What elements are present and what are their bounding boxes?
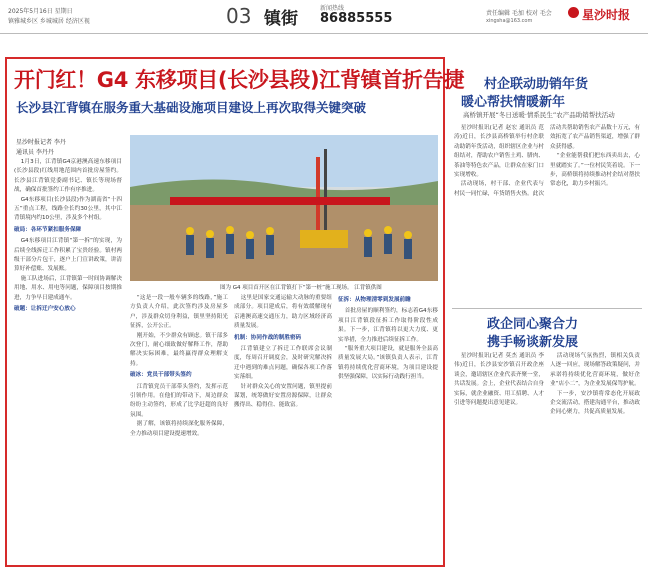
paragraph: 针对群众关心的安置问题，镇里提前谋划，统筹做好安置房源保障，让群众搬得出、稳得住、能致富。 [234, 383, 332, 409]
article2-subtitle: 高桥镇开展“冬日送暖·情系民生”农产品助销帮扶活动 [463, 111, 615, 119]
newspaper-logo: 星沙时报 [582, 8, 631, 22]
lead-headline: 开门红！G4 东移项目(长沙县段)江背镇首折告捷 [14, 68, 465, 92]
lead-column-1 [14, 158, 122, 564]
section-heading: 破局：各环节紧扣服务保障 [14, 226, 82, 233]
page-number: 03 [226, 4, 252, 28]
paragraph: 活动现场，村干部、企业代表与村民一同忙碌，年货销售火热。此次活动共帮助销售农产品数十万元，有效拓宽了农产品销售渠道，增强了群众获得感。 [454, 125, 640, 197]
lead-byline-2: 通讯员 李丹丹 [16, 149, 54, 156]
paragraph: G4东移项目(长沙县段)作为湖南省“十四五”重点工程，线路全长约30公里，其中江背镇境内约10公里，涉及多个村组。 [14, 196, 122, 222]
paragraph: G4东移项目江背镇“第一拆”的实现，为后续全线拆迁工作积累了宝贵经验。镇村两级干部分片包干，逐户上门宣讲政策，讲清算好补偿账、发展账。 [14, 238, 122, 273]
paragraph: “服务重大项目建设，就是服务全县高质量发展大局。”该镇负责人表示，江背镇将持续优化营商环境，为项目建设提供坚强保障，以实际行动践行担当。 [338, 346, 438, 381]
construction-scene-icon [130, 135, 438, 281]
article2-title-line1: 村企联动助销年货 [484, 77, 589, 92]
paragraph: “这是一段一般车辆多的线路，”施工方负责人介绍，此次签约涉及房屋多户，涉及群众切身利益，镇里坚持阳光征拆，公开公正。 [130, 295, 228, 330]
lead-column-4 [338, 294, 438, 564]
hotline-number: 86885555 [320, 11, 393, 26]
editor-line: 责任编辑 毛加 校对 毛会 [486, 10, 552, 17]
paragraph: 星沙时报讯(记者 赵宏 通讯员 范涛)近日，长沙县高桥镇举行村企联动助销年货活动，组织辖区企业与村组结对，帮助农户销售土鸡、腊肉、茶油等特色农产品，让群众在家门口实现增收。 [454, 125, 544, 179]
date-line: 2025年5月16日 星期日 [8, 8, 73, 15]
article2-title-line2: 暖心帮扶情暖新年 [461, 95, 566, 110]
hotline-label: 新闻热线 [320, 5, 345, 12]
article-divider [452, 308, 642, 309]
article3-body [454, 352, 640, 564]
section-heading: 机制：协同作战的制胜密码 [234, 334, 302, 341]
construction-photo [130, 135, 438, 281]
paragraph: 1月3日，江背镇G4京港澳高速东移项目(长沙县段)红线用地范围内首批房屋签约。长沙县江背镇党委副书记、镇长等现场督战，确保首批签约工作有序推进。 [14, 159, 122, 194]
paragraph: 刚开始，不少群众有顾虑。镇干部多次登门，耐心细致做好解释工作，帮助解决实际困难，最终赢得群众理解支持。 [130, 332, 228, 367]
paragraph: 据了解，该镇将持续深化服务保障，全力推动项目建设提速增效。 [130, 421, 228, 437]
article2-body [454, 124, 640, 304]
paragraph: 这里是国家交通运输大动脉的重要组成部分。项目建成后，将有效缓解现有京港澳高速交通压力，助力区域经济高质量发展。 [234, 295, 332, 330]
section-heading: 破冰：党员干部带头签约 [130, 372, 192, 379]
page-header [0, 0, 648, 34]
paragraph: “企业能帮我们把东西卖出去，心里就踏实了。”一位村民笑着说。下一步，高桥镇将持续推动村企结对帮扶常态化，助力乡村振兴。 [550, 153, 640, 188]
paragraph: 活动现场气氛热烈，镇相关负责人逐一回应，现场解答政策疑问，并承诺将持续优化营商环境，做好企业“店小二”，为企业发展保驾护航。 [550, 353, 640, 388]
section-title: 镇街 [264, 9, 298, 29]
photo-caption: 图为 G4 项目首开区在江背镇打下“第一桩”施工现场。 江背镇供图 [220, 285, 382, 291]
lead-subheadline: 长沙县江背镇在服务重大基础设施项目建设上再次取得关键突破 [16, 100, 367, 115]
article3-title-line2: 携手畅谈新发展 [487, 335, 579, 350]
paragraph: 首批房屋的顺利签约，标志着G4东移项目江背镇段征拆工作取得阶段性成果。下一步，江背镇将以更大力度、更实举措，全力推进后续征拆工作。 [338, 308, 438, 343]
paragraph: 下一步，安沙镇将常态化开展政企交流活动，搭建沟通平台，推动政企同心聚力，共促高质量发展。 [550, 390, 640, 416]
section-heading: 破题：让拆迁户安心放心 [14, 306, 76, 313]
paragraph: 星沙时报讯(记者 莫杰 通讯员 李伟)近日，长沙县安沙镇召开政企座谈会，邀请辖区企业代表齐聚一堂，共话发展。会上，企业代表结合自身实际，就企业融资、用工招聘、人才引进等问题提出意见建议。 [454, 353, 544, 407]
channel-line: 镇雅城乡区 乡城城居 经济区视 [8, 18, 90, 25]
lead-byline: 星沙时报记者 李丹 [16, 139, 66, 146]
paragraph: 江背镇建立了拆迁工作联席会议制度，每周召开调度会，及时研究解决拆迁中遇到的难点问题，确保各项工作落实落细。 [234, 346, 332, 381]
paragraph: 江背镇党员干部带头签约，发挥示范引领作用。在他们的带动下，周边群众纷纷主动签约，形成了比学赶超的良好氛围。 [130, 383, 228, 418]
logo-icon [568, 7, 579, 18]
article3-title-line1: 政企同心聚合力 [487, 317, 579, 332]
email-line: xingsha@163.com [486, 18, 533, 24]
lead-column-2 [130, 294, 228, 564]
lead-column-3 [234, 294, 332, 564]
section-heading: 征拆：从物理清零到发展前瞻 [338, 297, 411, 303]
paragraph: 施工队进场后，江背镇第一时间协调解决用地、用水、用电等问题，保障项目按期推进，力争早日建成通车。 [14, 275, 122, 301]
